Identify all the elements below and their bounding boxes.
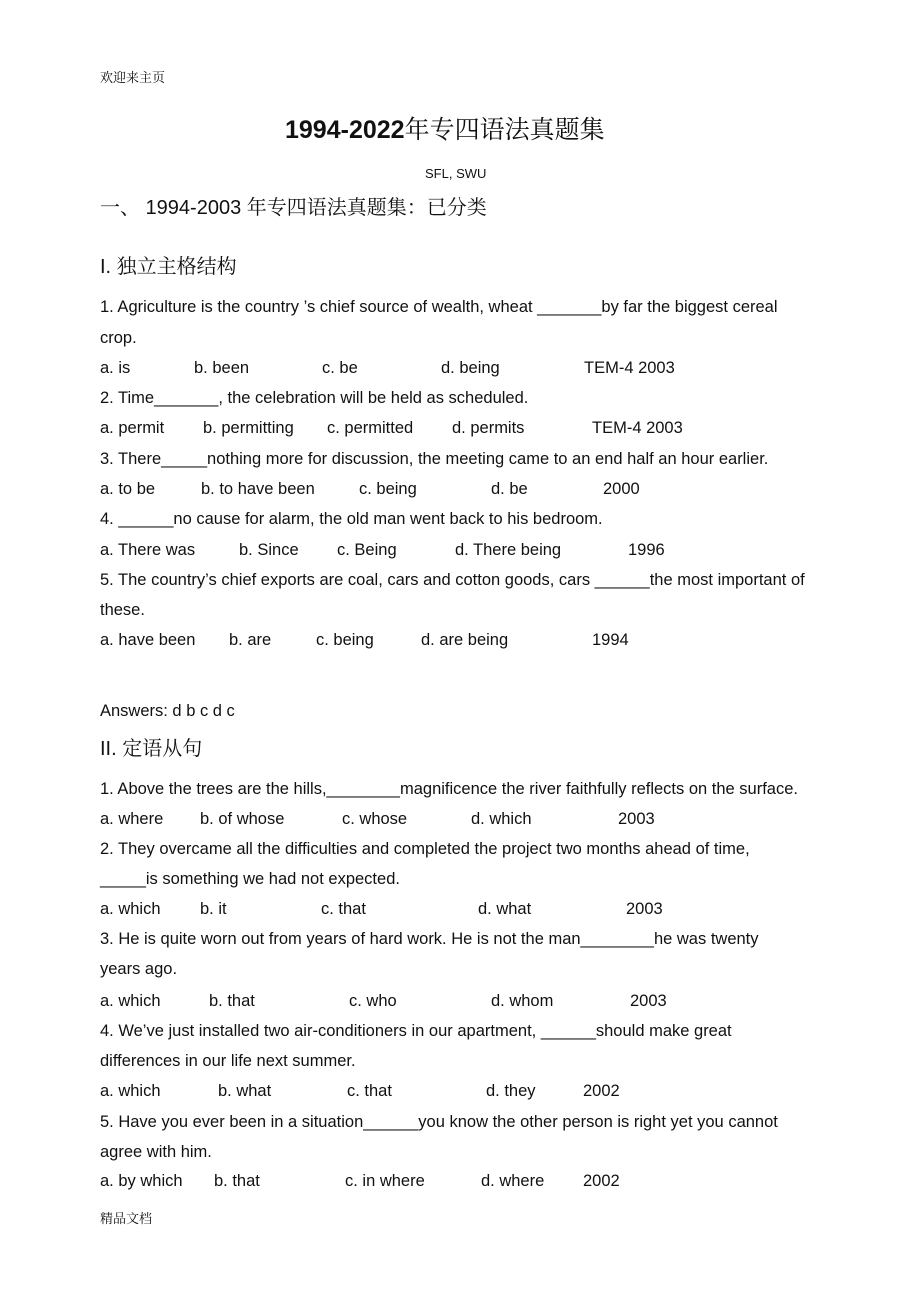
question-text: 3. He is quite worn out from years of hard work. He is not the man________he was twenty	[100, 930, 759, 948]
question-source: TEM-4 2003	[592, 419, 683, 437]
question-text: 4. We’ve just installed two air-conditioners in our apartment, ______should make great	[100, 1022, 732, 1040]
question-text: 5. The country’s chief exports are coal, cars and cotton goods, cars ______the most important of	[100, 571, 805, 589]
answer-option: a. which	[100, 992, 161, 1010]
question-text: 1. Above the trees are the hills,________magnificence the river faithfully reflects on the surface.	[100, 780, 798, 798]
answer-option: d. whom	[491, 992, 554, 1010]
question-text: 3. There_____nothing more for discussion, the meeting came to an end half an hour earlier.	[100, 450, 769, 468]
answer-option: d. permits	[452, 419, 525, 437]
answer-option: d. which	[471, 810, 532, 828]
answer-option: b. are	[229, 631, 272, 649]
answer-option: c. being	[359, 480, 417, 498]
answer-option: d. are being	[421, 631, 509, 649]
question-source: 2000	[603, 480, 640, 498]
answer-option: c. who	[349, 992, 397, 1010]
question-text-continued: agree with him.	[100, 1143, 212, 1161]
answer-option: c. being	[316, 631, 374, 649]
answer-option: d. There being	[455, 541, 562, 559]
answer-option: c. be	[322, 359, 358, 377]
question-text-continued: differences in our life next summer.	[100, 1052, 356, 1070]
question-source: 2002	[583, 1172, 620, 1190]
answer-option: a. which	[100, 900, 161, 918]
part2-heading: II. 定语从句	[100, 738, 203, 760]
answer-option: b. what	[218, 1082, 272, 1100]
answer-option: b. it	[200, 900, 227, 918]
answer-option: d. they	[486, 1082, 536, 1100]
answer-option: b. that	[209, 992, 255, 1010]
answer-option: b. permitting	[203, 419, 294, 437]
question-source: TEM-4 2003	[584, 359, 675, 377]
answer-option: c. that	[321, 900, 366, 918]
answer-option: a. by which	[100, 1172, 183, 1190]
answer-option: c. permitted	[327, 419, 414, 437]
question-text-continued: crop.	[100, 329, 137, 347]
answer-option: c. whose	[342, 810, 408, 828]
question-text-continued: _____is something we had not expected.	[100, 870, 400, 888]
answer-option: d. where	[481, 1172, 545, 1190]
question-text: 4. ______no cause for alarm, the old man went back to his bedroom.	[100, 510, 603, 528]
answer-option: a. is	[100, 359, 131, 377]
answer-option: c. Being	[337, 541, 397, 559]
section-heading: 一、 1994-2003 年专四语法真题集：已分类	[100, 197, 487, 219]
title-chinese: 年专四语法真题集	[404, 116, 605, 144]
question-source: 2003	[626, 900, 663, 918]
answer-option: d. being	[441, 359, 500, 377]
subtitle: SFL, SWU	[425, 166, 487, 181]
page-header: 欢迎来主页	[100, 70, 166, 85]
document-title	[285, 115, 605, 145]
question-source: 2003	[618, 810, 655, 828]
question-text: 2. They overcame all the difficulties and completed the project two months ahead of time,	[100, 840, 750, 858]
answer-option: c. in where	[345, 1172, 425, 1190]
answer-option: b. to have been	[201, 480, 315, 498]
answer-option: d. be	[491, 480, 528, 498]
answer-option: a. to be	[100, 480, 156, 498]
answer-option: b. been	[194, 359, 250, 377]
answer-option: b. that	[214, 1172, 260, 1190]
question-source: 1994	[592, 631, 629, 649]
answer-option: d. what	[478, 900, 532, 918]
question-source: 1996	[628, 541, 665, 559]
answer-option: a. which	[100, 1082, 161, 1100]
question-source: 2003	[630, 992, 667, 1010]
answer-option: a. have been	[100, 631, 196, 649]
answer-option: a. where	[100, 810, 164, 828]
question-text: 1. Agriculture is the country ’s chief source of wealth, wheat _______by far the biggest cereal	[100, 298, 778, 316]
page-footer: 精品文档	[100, 1211, 153, 1226]
answers-line: Answers: d b c d c	[100, 702, 235, 720]
answer-option: a. permit	[100, 419, 165, 437]
answer-option: a. There was	[100, 541, 196, 559]
title-years: 1994-2022	[285, 116, 405, 144]
answer-option: b. Since	[239, 541, 299, 559]
question-text: 2. Time_______, the celebration will be held as scheduled.	[100, 389, 529, 407]
question-source: 2002	[583, 1082, 620, 1100]
answer-option: b. of whose	[200, 810, 285, 828]
question-text-continued: years ago.	[100, 960, 178, 978]
question-text: 5. Have you ever been in a situation______you know the other person is right yet you cannot	[100, 1113, 778, 1131]
question-text-continued: these.	[100, 601, 145, 619]
part1-heading: I. 独立主格结构	[100, 256, 237, 278]
answer-option: c. that	[347, 1082, 392, 1100]
